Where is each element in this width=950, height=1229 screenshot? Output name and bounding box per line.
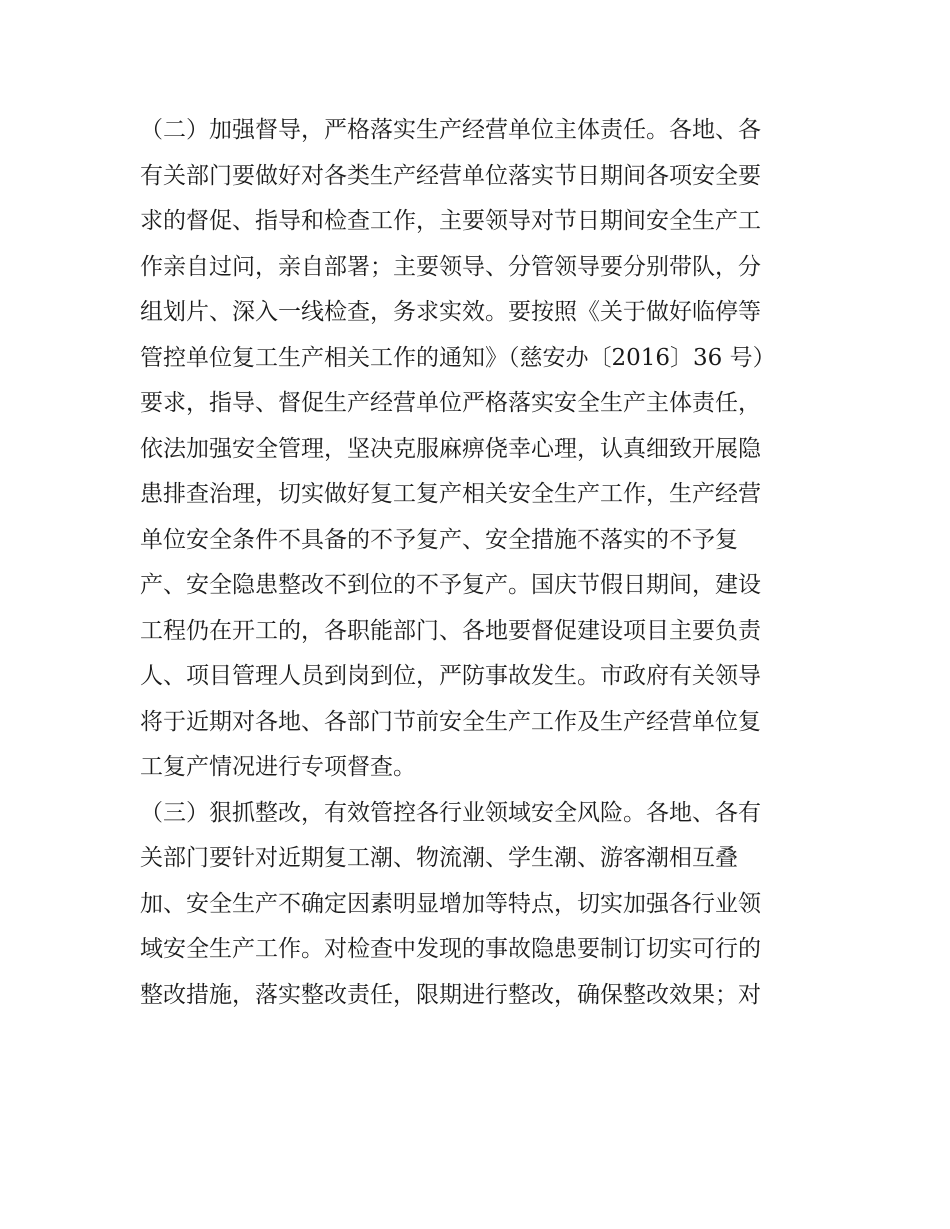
text-line: 组划片、深入一线检查，务求实效。要按照《关于做好临停等 [140,299,761,325]
text-line: 有关部门要做好对各类生产经营单位落实节日期间各项安全要 [140,162,761,189]
text-line: 人、项目管理人员到岗到位，严防事故发生。市政府有关领导 [140,663,761,689]
text-line: 将于近期对各地、各部门节前安全生产工作及生产经营单位复 [140,708,761,735]
text-line: 工复产情况进行专项督查。 [140,754,416,780]
text-line: （三）狠抓整改，有效管控各行业领域安全风险。各地、各有 [140,799,761,826]
text-line: 域安全生产工作。对检查中发现的事故隐患要制订切实可行的 [140,936,761,962]
text-line: 产、安全隐患整改不到位的不予复产。国庆节假日期间，建设 [140,572,761,598]
text-line: 单位安全条件不具备的不予复产、安全措施不落实的不予复 [140,526,738,553]
text-line: 工程仍在开工的，各职能部门、各地要督促建设项目主要负责 [140,617,761,644]
text-line: 管控单位复工生产相关工作的通知》（慈安办〔2016〕36 号） [140,344,776,371]
text-line: 作亲自过问，亲自部署；主要领导、分管领导要分别带队，分 [140,253,761,280]
text-line: 依法加强安全管理，坚决克服麻痹侥幸心理，认真细致开展隐 [140,435,761,462]
text-line: 整改措施，落实整改责任，限期进行整改，确保整改效果；对 [140,981,761,1008]
text-line: （二）加强督导，严格落实生产经营单位主体责任。各地、各 [140,117,761,143]
text-line: 加、安全生产不确定因素明显增加等特点，切实加强各行业领 [140,890,761,917]
text-line: 求的督促、指导和检查工作，主要领导对节日期间安全生产工 [140,208,761,234]
document-body [140,108,812,1018]
text-line: 患排查治理，切实做好复工复产相关安全生产工作，生产经营 [140,481,761,507]
text-line: 关部门要针对近期复工潮、物流潮、学生潮、游客潮相互叠 [140,845,738,871]
text-line: 要求，指导、督促生产经营单位严格落实安全生产主体责任， [140,390,761,416]
